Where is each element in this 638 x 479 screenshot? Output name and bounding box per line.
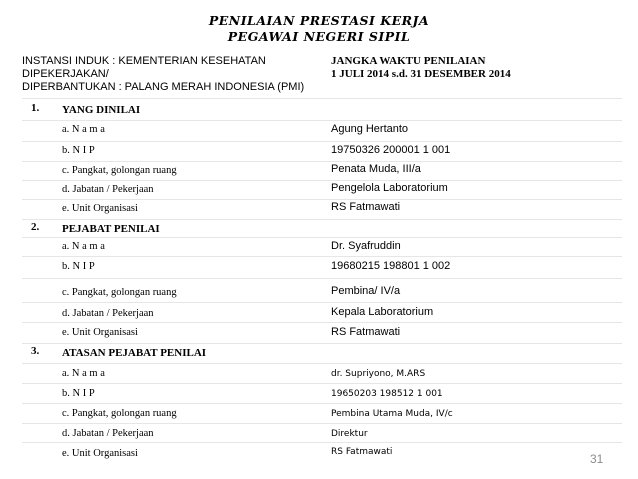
divider [22,383,622,384]
row-label: b. N I P [62,261,95,272]
row-value: 19680215 198801 1 002 [331,260,451,272]
divider [22,180,622,181]
row-label: a. N a m a [62,368,105,379]
row-value: dr. Supriyono, M.ARS [331,369,426,379]
divider [22,219,622,220]
row-label: e. Unit Organisasi [62,448,138,459]
row-label: e. Unit Organisasi [62,327,138,338]
row-label: d. Jabatan / Pekerjaan [62,184,154,195]
row-value: RS Fatmawati [331,201,401,213]
instansi-induk: INSTANSI INDUK : KEMENTERIAN KESEHATAN [22,55,266,67]
row-value: RS Fatmawati [331,447,393,457]
row-value: Pengelola Laboratorium [331,182,448,194]
section-1-heading: YANG DINILAI [62,104,141,116]
row-value: Kepala Laboratorium [331,306,434,318]
row-label: b. N I P [62,388,95,399]
section-3-number: 3. [31,345,40,357]
divider [22,322,622,323]
section-1-number: 1. [31,102,40,114]
row-value: Agung Hertanto [331,123,409,135]
row-value: Direktur [331,429,368,439]
document-title-line2: PEGAWAI NEGERI SIPIL [227,29,411,44]
row-value: RS Fatmawati [331,326,401,338]
divider [22,98,622,99]
row-label: c. Pangkat, golongan ruang [62,165,177,176]
divider [22,302,622,303]
divider [22,237,622,238]
divider [22,141,622,142]
section-3-heading: ATASAN PEJABAT PENILAI [62,347,207,359]
jangka-waktu-label: JANGKA WAKTU PENILAIAN [331,55,486,67]
section-2-number: 2. [31,221,40,233]
dipekerjakan-label: DIPEKERJAKAN/ [22,68,109,80]
section-2-heading: PEJABAT PENILAI [62,223,160,235]
row-value: 19750326 200001 1 001 [331,144,451,156]
row-label: d. Jabatan / Pekerjaan [62,308,154,319]
row-value: Penata Muda, III/a [331,163,421,175]
row-value: Dr. Syafruddin [331,240,401,252]
divider [22,343,622,344]
row-label: c. Pangkat, golongan ruang [62,408,177,419]
jangka-waktu-value: 1 JULI 2014 s.d. 31 DESEMBER 2014 [331,68,511,80]
divider [22,423,622,424]
row-value: Pembina/ IV/a [331,285,401,297]
divider [22,161,622,162]
row-label: c. Pangkat, golongan ruang [62,287,177,298]
diperbantukan: DIPERBANTUKAN : PALANG MERAH INDONESIA (PMI) [22,81,305,93]
row-label: b. N I P [62,145,95,156]
divider [22,120,622,121]
row-label: e. Unit Organisasi [62,203,138,214]
divider [22,256,622,257]
row-value: 19650203 198512 1 001 [331,389,443,399]
divider [22,442,622,443]
divider [22,278,622,279]
row-label: a. N a m a [62,124,105,135]
divider [22,199,622,200]
row-value: Pembina Utama Muda, IV/c [331,409,453,419]
divider [22,363,622,364]
document-title-line1: PENILAIAN PRESTASI KERJA [208,13,430,28]
row-label: d. Jabatan / Pekerjaan [62,428,154,439]
divider [22,403,622,404]
row-label: a. N a m a [62,241,105,252]
page-number: 31 [590,452,604,466]
